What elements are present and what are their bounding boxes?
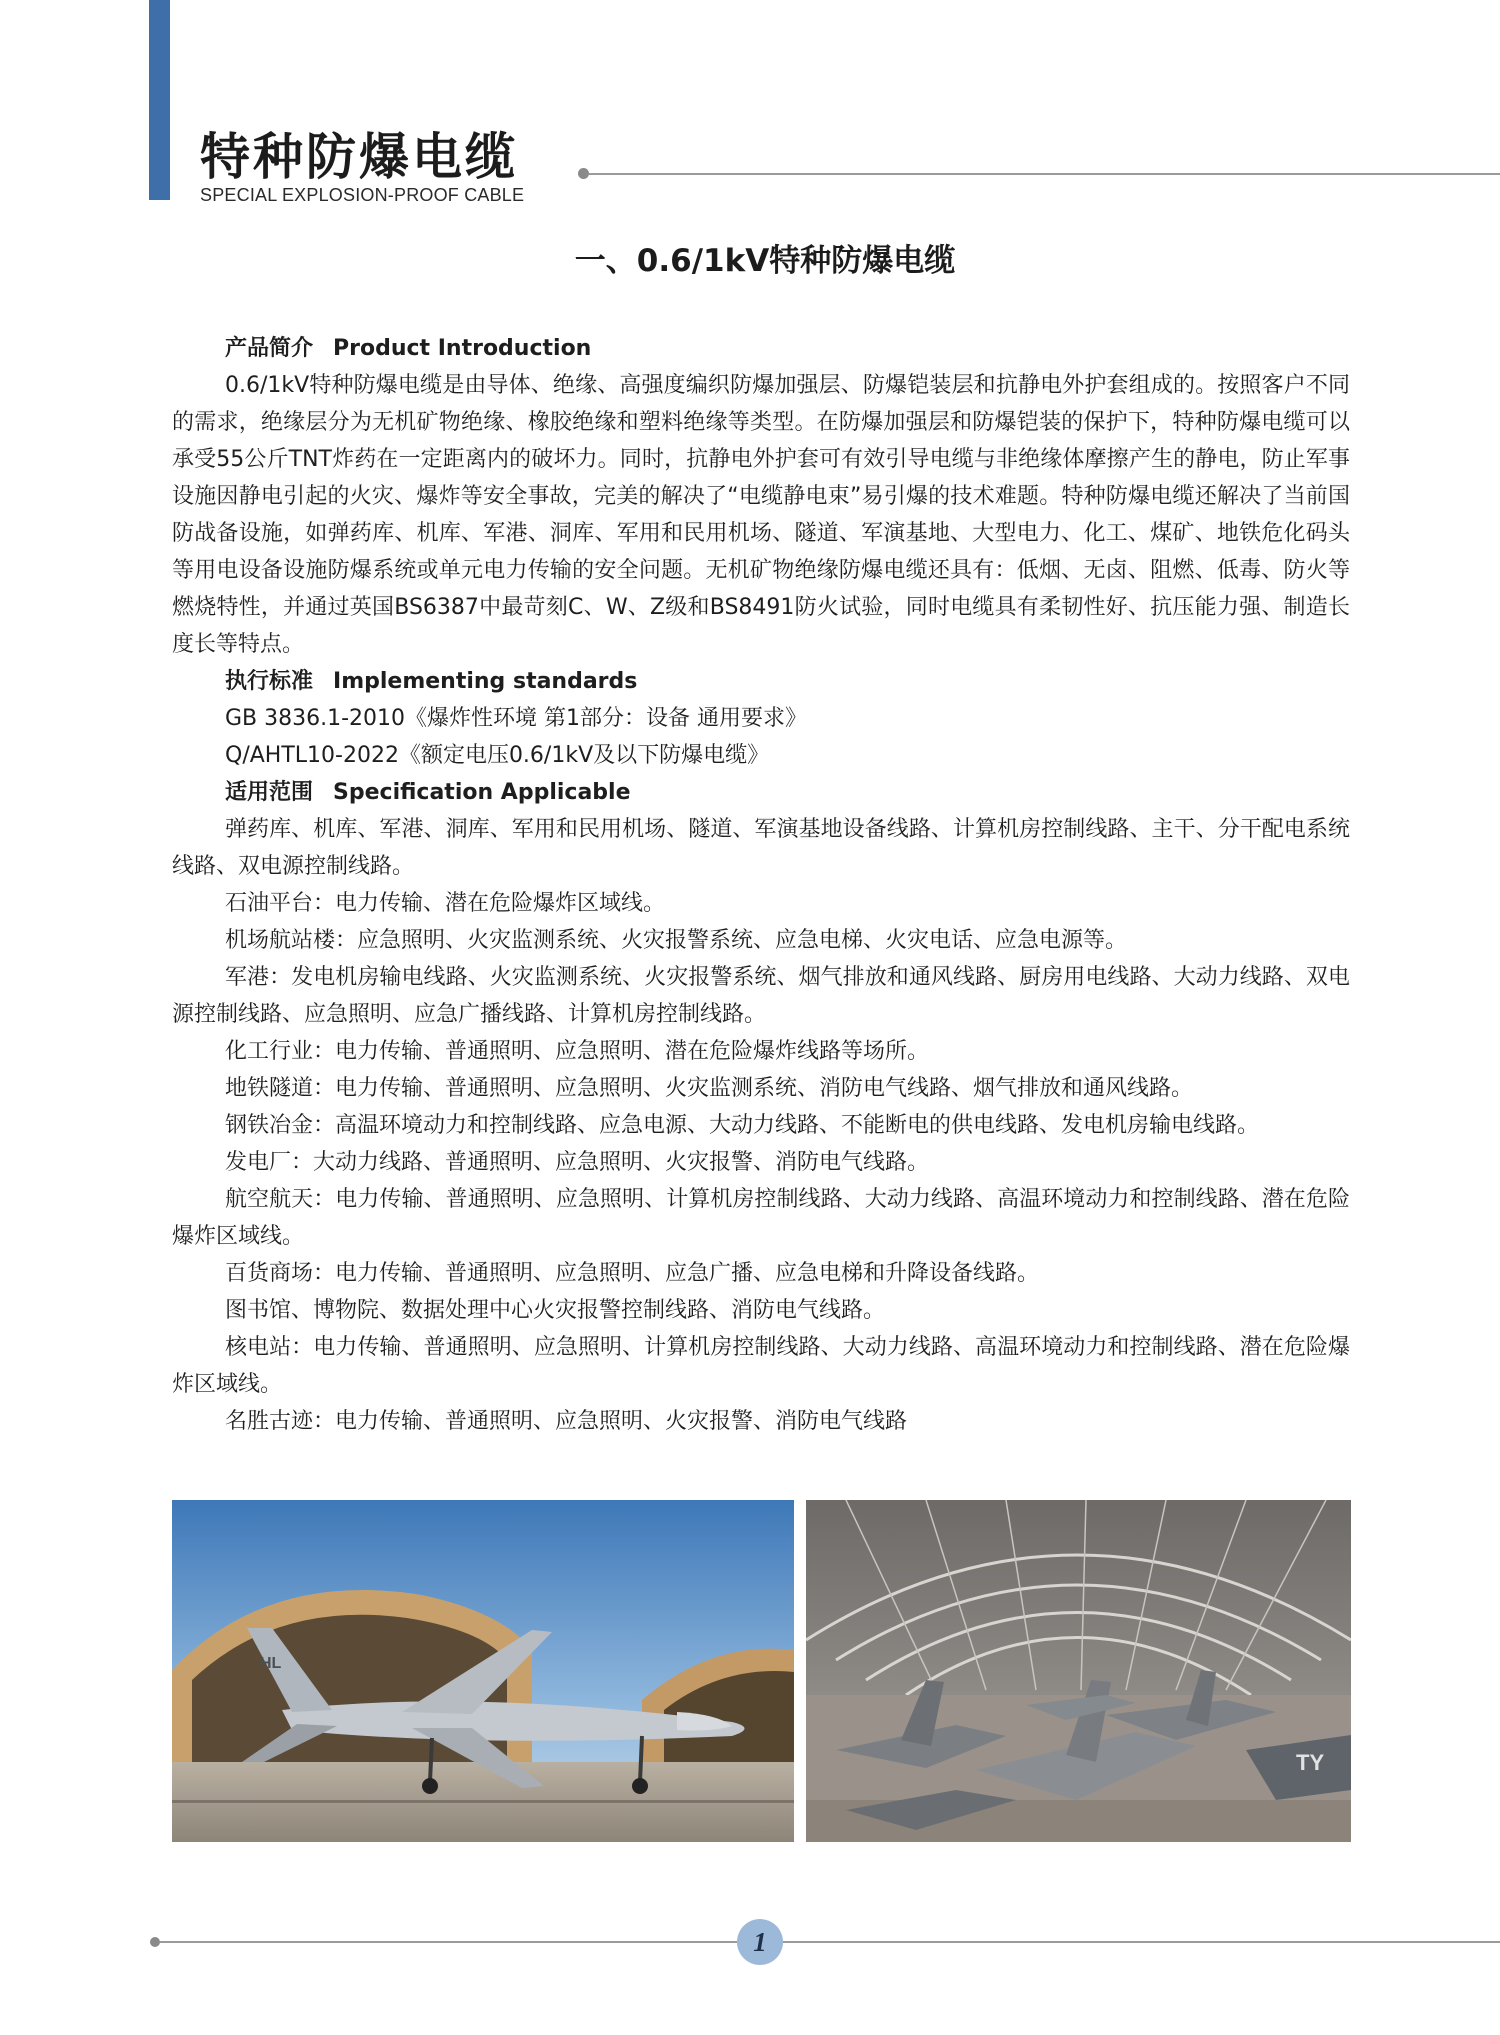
scope-item: 名胜古迹：电力传输、普通照明、应急照明、火灾报警、消防电气线路 [225, 1409, 908, 1434]
jets-hangar-photo [806, 1500, 1351, 1842]
scope-item: 百货商场：电力传输、普通照明、应急照明、应急广播、应急电梯和升降设备线路。 [225, 1261, 1040, 1286]
standards-heading-en: Implementing standards [333, 669, 638, 694]
standard-item: GB 3836.1-2010《爆炸性环境 第1部分：设备 通用要求》 [225, 706, 808, 731]
intro-heading [172, 330, 1350, 367]
section-title: 一、0.6/1kV特种防爆电缆 [574, 243, 956, 279]
scope-item: 化工行业：电力传输、普通照明、应急照明、潜在危险爆炸线路等场所。 [225, 1039, 930, 1064]
scope-item: 航空航天：电力传输、普通照明、应急照明、计算机房控制线路、大动力线路、高温环境动力和控制线路、潜在危险爆炸区域线。 [172, 1187, 1350, 1249]
standard-item: Q/AHTL10-2022《额定电压0.6/1kV及以下防爆电缆》 [225, 743, 770, 768]
scope-heading-en: Specification Applicable [333, 780, 631, 805]
scope-item: 核电站：电力传输、普通照明、应急照明、计算机房控制线路、大动力线路、高温环境动力和控制线路、潜在危险爆炸区域线。 [172, 1335, 1350, 1397]
scope-item: 地铁隧道：电力传输、普通照明、应急照明、火灾监测系统、消防电气线路、烟气排放和通风线路。 [225, 1076, 1194, 1101]
header-title-en: SPECIAL EXPLOSION-PROOF CABLE [200, 185, 525, 205]
drone-illustration [172, 1500, 794, 1842]
scope-item: 发电厂：大动力线路、普通照明、应急照明、火灾报警、消防电气线路。 [225, 1150, 930, 1175]
drone-hangar-photo [172, 1500, 794, 1842]
intro-paragraph: 0.6/1kV特种防爆电缆是由导体、绝缘、高强度编织防爆加强层、防爆铠装层和抗静电外护套组成的。按照客户不同的需求，绝缘层分为无机矿物绝缘、橡胶绝缘和塑料绝缘等类型。在防爆加强层和防爆铠装的保护下，特种防爆电缆可以承受55公斤TNT炸药在一定距离内的破坏力。同时，抗静电外护套可有效引导电缆与非绝缘体摩擦产生的静电，防止军事设施因静电引起的火灾、爆炸等安全事故，完美的解决了“电缆静电束”易引爆的技术难题。特种防爆电缆还解决了当前国防战备设施，如弹药库、机库、军港、洞库、军用和民用机场、隧道、军演基地、大型电力、化工、煤矿、地铁危化码头等用电设备设施防爆系统或单元电力传输的安全问题。无机矿物绝缘防爆电缆还具有：低烟、无卤、阻燃、低毒、防火等燃烧特性，并通过英国BS6387中最苛刻C、W、Z级和BS8491防火试验，同时电缆具有柔韧性好、抗压能力强、制造长度长等特点。 [172, 373, 1350, 657]
body-text [172, 330, 1350, 1440]
intro-heading-cn: 产品简介 [225, 336, 314, 361]
scope-item: 图书馆、博物院、数据处理中心火灾报警控制线路、消防电气线路。 [225, 1298, 886, 1323]
header-rule-dot [578, 168, 589, 179]
tail-code-label: HL [260, 1655, 282, 1672]
scope-item: 军港：发电机房输电线路、火灾监测系统、火灾报警系统、烟气排放和通风线路、厨房用电线路、大动力线路、双电源控制线路、应急照明、应急广播线路、计算机房控制线路。 [172, 965, 1350, 1027]
standards-heading [172, 663, 1350, 700]
footer-rule-dot [150, 1937, 160, 1947]
hangar-jets-illustration [806, 1500, 1351, 1842]
footer-rule [160, 1941, 1500, 1943]
scope-item: 弹药库、机库、军港、洞库、军用和民用机场、隧道、军演基地设备线路、计算机房控制线路、主干、分干配电系统线路、双电源控制线路。 [172, 817, 1350, 879]
standards-heading-cn: 执行标准 [225, 669, 314, 694]
intro-heading-en: Product Introduction [333, 336, 592, 361]
scope-heading-cn: 适用范围 [225, 780, 314, 805]
header-title-cn: 特种防爆电缆 [200, 128, 518, 186]
scope-item: 钢铁冶金：高温环境动力和控制线路、应急电源、大动力线路、不能断电的供电线路、发电机房输电线路。 [225, 1113, 1260, 1138]
tail-code-label: TY [1296, 1750, 1325, 1775]
scope-item: 机场航站楼：应急照明、火灾监测系统、火灾报警系统、应急电梯、火灾电话、应急电源等。 [225, 928, 1128, 953]
header-accent-bar [149, 0, 170, 200]
scope-heading [172, 774, 1350, 811]
header-rule [589, 173, 1500, 175]
scope-item: 石油平台：电力传输、潜在危险爆炸区域线。 [225, 891, 666, 916]
page-number: 1 [737, 1919, 783, 1965]
